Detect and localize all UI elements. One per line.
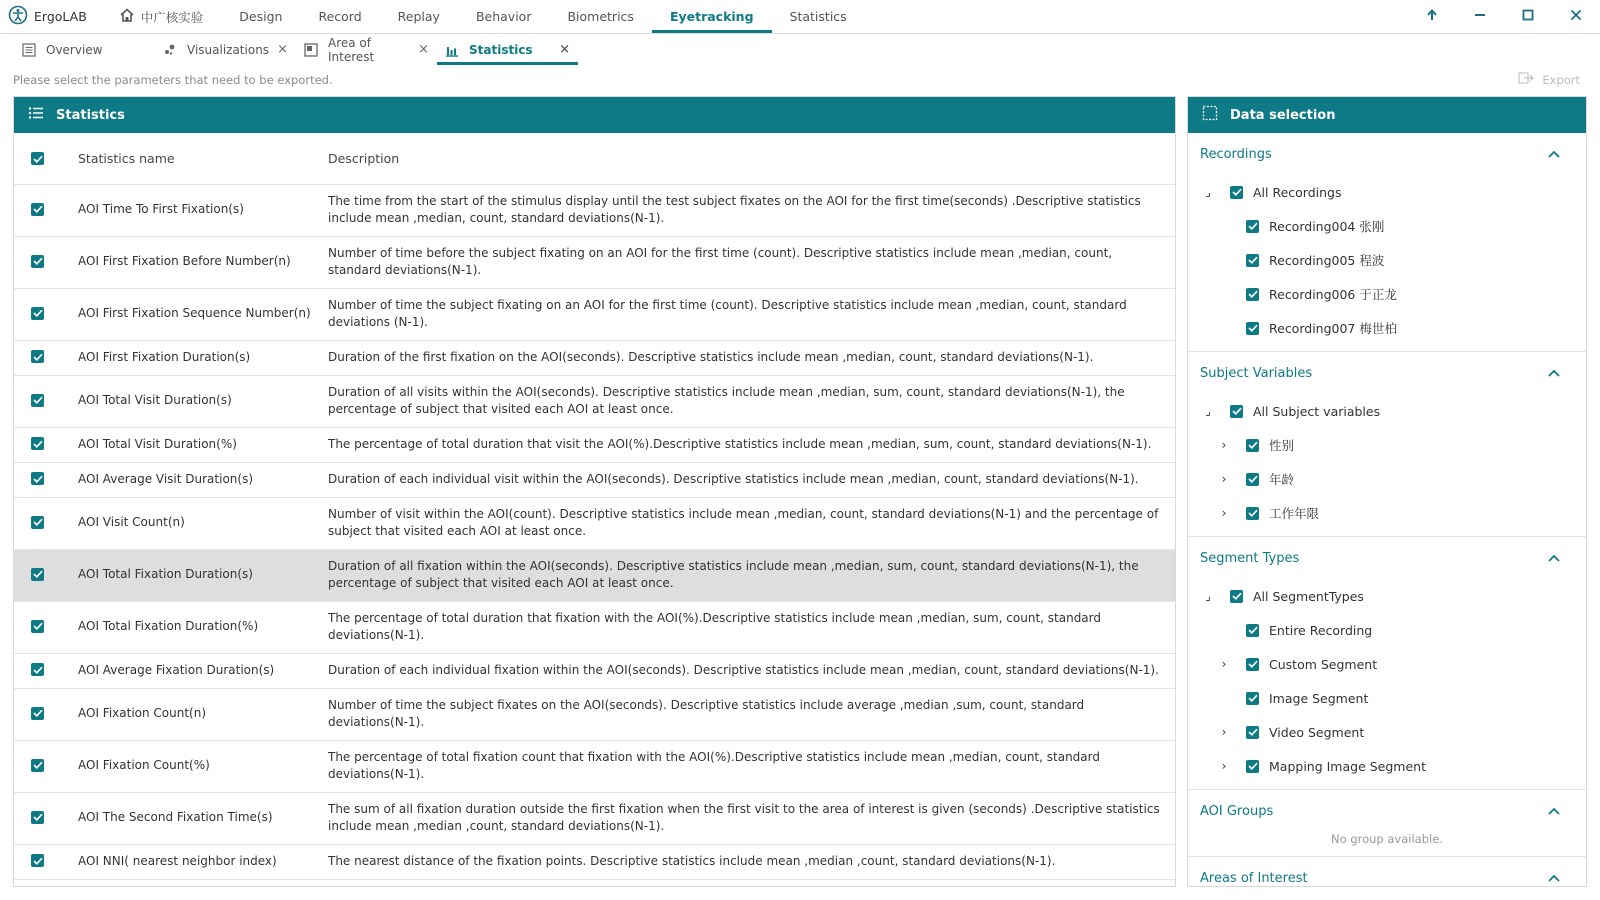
tree-checkbox[interactable] — [1246, 507, 1259, 520]
bar-chart-icon — [445, 43, 459, 57]
menu-item-behavior[interactable]: Behavior — [475, 9, 532, 24]
tree-item-label: Recording005 程波 — [1269, 253, 1385, 268]
tab-bar — [0, 34, 1600, 65]
tree-item[interactable] — [1188, 243, 1586, 277]
statistic-name: AOI Time To First Fixation(s) — [78, 184, 328, 236]
export-icon — [1518, 71, 1542, 88]
section-header[interactable] — [1188, 857, 1586, 887]
tree-root-label: All Subject variables — [1253, 403, 1381, 419]
data-selection-panel — [1187, 96, 1587, 887]
table-row[interactable] — [14, 740, 1175, 792]
menu-home-label: 中广核实验 — [140, 9, 204, 25]
selection-section — [1188, 857, 1586, 887]
row-checkbox-cell — [14, 740, 78, 792]
table-row[interactable] — [14, 497, 1175, 549]
tree-item[interactable] — [1188, 462, 1586, 496]
app-name: ErgoLAB — [34, 9, 87, 24]
tab-aoi-close-icon[interactable]: × — [418, 42, 429, 57]
tab-overview[interactable] — [14, 34, 155, 65]
tab-visualizations[interactable] — [155, 34, 296, 65]
arrow-up-icon — [1426, 9, 1438, 24]
app-logo — [0, 0, 101, 33]
chevron-up-icon[interactable] — [1548, 804, 1560, 819]
statistic-description: Number of visit within the AOI(count). Descriptive statistics include mean ,median, count, standard deviations(N-1) and the percentage of subject that visited each AOI at least once. — [328, 497, 1175, 549]
statistic-description: The percentage of total duration that visit the AOI(%).Descriptive statistics include mean ,median, sum, count, standard deviations(N-1). — [328, 427, 1175, 462]
row-checkbox-cell — [14, 792, 78, 844]
row-checkbox-cell — [14, 236, 78, 288]
chevron-right-icon[interactable]: › — [1221, 657, 1227, 671]
statistics-panel-header — [14, 97, 1175, 133]
statistic-description: Duration of each individual fixation within the AOI(seconds). Descriptive statistics include mean ,median, count, standard deviations(N-1). — [328, 653, 1175, 688]
tree-item[interactable] — [1188, 209, 1586, 243]
row-checkbox-cell — [14, 288, 78, 340]
tree-item-label: 性别 — [1269, 438, 1295, 453]
row-checkbox[interactable] — [31, 707, 44, 720]
row-checkbox-cell — [14, 375, 78, 427]
statistic-name: AOI Total Visit Duration(%) — [78, 427, 328, 462]
statistics-table-body — [14, 184, 1175, 879]
export-label: Export — [1542, 72, 1580, 87]
chevron-up-icon[interactable] — [1548, 147, 1560, 162]
tree-item[interactable] — [1188, 496, 1586, 530]
tree-checkbox[interactable] — [1246, 220, 1259, 233]
section-title: Recordings — [1200, 146, 1272, 162]
tree-checkbox[interactable] — [1246, 726, 1259, 739]
row-checkbox-cell — [14, 462, 78, 497]
tree-root-row[interactable] — [1188, 175, 1586, 209]
selection-section — [1188, 537, 1586, 790]
menu-item-replay[interactable]: Replay — [397, 9, 440, 24]
data-selection-sections — [1188, 133, 1586, 887]
statistic-name: AOI The Second Fixation Time(s) — [78, 792, 328, 844]
app-logo-icon — [8, 5, 34, 28]
tree-root-row[interactable] — [1188, 579, 1586, 613]
statistic-name: AOI Visit Count(n) — [78, 497, 328, 549]
menu-item-eyetracking[interactable]: Eyetracking — [652, 0, 772, 33]
statistic-name: AOI First Fixation Duration(s) — [78, 340, 328, 375]
export-hint: Please select the parameters that need to be exported. — [13, 73, 333, 87]
row-checkbox[interactable] — [31, 307, 44, 320]
tree-checkbox[interactable] — [1246, 439, 1259, 452]
row-checkbox-cell — [14, 844, 78, 879]
tab-area-of-interest[interactable] — [296, 34, 437, 65]
minimize-icon — [1474, 9, 1486, 24]
tree-checkbox[interactable] — [1246, 624, 1259, 637]
statistics-panel — [13, 96, 1176, 887]
tree-checkbox[interactable] — [1230, 590, 1243, 603]
tree-root-label: All Recordings — [1253, 184, 1342, 200]
statistic-description: Duration of each individual visit within the AOI(seconds). Descriptive statistics include mean ,median, count, standard deviations(N-1). — [328, 462, 1175, 497]
tree-item[interactable] — [1188, 647, 1586, 681]
statistic-description: Duration of all fixation within the AOI(seconds). Descriptive statistics include mean ,median, sum, count, standard deviations(N-1), the percentage of subject that visited each AOI at least once. — [328, 549, 1175, 601]
close-window-button[interactable] — [1552, 0, 1600, 34]
table-row[interactable] — [14, 427, 1175, 462]
statistic-description: Duration of all visits within the AOI(seconds). Descriptive statistics include mean ,median, sum, count, standard deviations(N-1), the percentage of subject that visited each AOI at least once. — [328, 375, 1175, 427]
collapse-corner-icon[interactable]: ⌟ — [1205, 589, 1211, 603]
row-checkbox[interactable] — [31, 811, 44, 824]
section-header[interactable] — [1188, 537, 1586, 579]
chevron-right-icon[interactable]: › — [1221, 472, 1227, 486]
tab-visualizations-close-icon[interactable]: × — [277, 42, 288, 57]
tree-checkbox[interactable] — [1246, 254, 1259, 267]
column-header-name[interactable]: Statistics name — [78, 133, 328, 184]
chevron-up-icon[interactable] — [1548, 366, 1560, 381]
tree-item-label: Recording006 于正龙 — [1269, 287, 1397, 302]
minimize-button[interactable] — [1456, 0, 1504, 34]
export-button[interactable] — [1518, 71, 1580, 88]
top-menu-bar — [0, 0, 1600, 34]
statistic-description: The time from the start of the stimulus display until the test subject fixates on the AOI for the first time(seconds) .Descriptive statistics include mean ,median, count, standard deviations(N-1). — [328, 184, 1175, 236]
table-row[interactable] — [14, 340, 1175, 375]
statistic-name: AOI Fixation Count(n) — [78, 688, 328, 740]
row-checkbox[interactable] — [31, 255, 44, 268]
section-header[interactable] — [1188, 790, 1586, 832]
statistic-description: The percentage of total duration that fixation with the AOI(%).Descriptive statistics include mean ,median, sum, count, standard deviations(N-1). — [328, 601, 1175, 653]
tree-item-label: Recording004 张刚 — [1269, 219, 1385, 234]
menu-item-home[interactable] — [101, 0, 222, 33]
row-checkbox[interactable] — [31, 568, 44, 581]
statistic-name: AOI Total Visit Duration(s) — [78, 375, 328, 427]
section-title: Subject Variables — [1200, 365, 1313, 381]
chevron-right-icon[interactable]: › — [1221, 725, 1227, 739]
statistic-description: Number of time the subject fixating on an AOI for the first time (count). Descriptive statistics include mean ,median, count, standard deviations (N-1). — [328, 288, 1175, 340]
statistic-name: AOI First Fixation Sequence Number(n) — [78, 288, 328, 340]
tree-checkbox[interactable] — [1246, 692, 1259, 705]
selection-section — [1188, 133, 1586, 352]
statistic-description: The sum of all fixation duration outside the first fixation when the first visit to the area of interest is given (seconds) .Descriptive statistics include mean ,median ,count, standard deviations(N-1). — [328, 792, 1175, 844]
selection-section — [1188, 352, 1586, 537]
tree-item[interactable] — [1188, 311, 1586, 345]
tree-checkbox[interactable] — [1246, 473, 1259, 486]
tree-item-label: Mapping Image Segment — [1269, 758, 1426, 774]
row-checkbox-cell — [14, 549, 78, 601]
row-checkbox[interactable] — [31, 472, 44, 485]
tab-statistics[interactable] — [437, 34, 578, 65]
tab-overview-label: Overview — [46, 42, 103, 57]
section-title: AOI Groups — [1200, 803, 1274, 819]
table-row[interactable] — [14, 549, 1175, 601]
table-row[interactable] — [14, 236, 1175, 288]
tree-item-label: Recording007 梅世柏 — [1269, 321, 1397, 336]
tree-item-label: Video Segment — [1269, 724, 1365, 740]
tab-statistics-label: Statistics — [469, 42, 533, 57]
statistic-description: Duration of the first fixation on the AOI(seconds). Descriptive statistics include mean ,median, count, standard deviations(N-1). — [328, 340, 1175, 375]
row-checkbox[interactable] — [31, 203, 44, 216]
tree-item[interactable] — [1188, 749, 1586, 783]
statistics-panel-title: Statistics — [56, 107, 125, 123]
aoi-icon — [304, 43, 318, 57]
row-checkbox[interactable] — [31, 854, 44, 867]
chevron-up-icon[interactable] — [1548, 551, 1560, 566]
chevron-right-icon[interactable]: › — [1221, 759, 1227, 773]
collapse-corner-icon[interactable]: ⌟ — [1205, 404, 1211, 418]
row-checkbox-cell — [14, 184, 78, 236]
table-header-row — [14, 133, 1175, 184]
selection-section — [1188, 790, 1586, 857]
menu-item-biometrics[interactable]: Biometrics — [567, 9, 634, 24]
tree-item-label: Custom Segment — [1269, 656, 1378, 672]
data-selection-header — [1188, 97, 1586, 133]
statistic-description: Number of time before the subject fixating on an AOI for the first time (count). Descriptive statistics include mean ,median, count, standard deviations(N-1). — [328, 236, 1175, 288]
statistic-name: AOI Total Fixation Duration(s) — [78, 549, 328, 601]
statistic-description: Number of time the subject fixates on the AOI(seconds). Descriptive statistics include average ,median ,sum, count, standard deviations(N-1). — [328, 688, 1175, 740]
table-row[interactable] — [14, 462, 1175, 497]
close-icon — [1570, 9, 1582, 24]
tab-statistics-close-icon[interactable]: × — [559, 42, 570, 57]
table-row[interactable] — [14, 792, 1175, 844]
select-all-checkbox[interactable] — [31, 152, 44, 165]
tree-checkbox[interactable] — [1230, 405, 1243, 418]
row-checkbox[interactable] — [31, 620, 44, 633]
table-row[interactable] — [14, 288, 1175, 340]
tree-root-label: All SegmentTypes — [1253, 588, 1364, 604]
row-checkbox[interactable] — [31, 759, 44, 772]
tree-item[interactable] — [1188, 613, 1586, 647]
table-row[interactable] — [14, 375, 1175, 427]
list-icon — [28, 106, 56, 124]
tree-root-row[interactable] — [1188, 394, 1586, 428]
row-checkbox-cell — [14, 427, 78, 462]
tab-visualizations-label: Visualizations — [187, 42, 270, 57]
empty-note: No group available. — [1331, 832, 1443, 846]
table-row[interactable] — [14, 184, 1175, 236]
statistics-table — [14, 133, 1175, 880]
tree-item-label: 工作年限 — [1269, 506, 1320, 521]
data-selection-title: Data selection — [1230, 107, 1336, 123]
chevron-right-icon[interactable]: › — [1221, 506, 1227, 520]
tree-item[interactable] — [1188, 277, 1586, 311]
column-header-description[interactable]: Description — [328, 133, 1175, 184]
statistic-name: AOI First Fixation Before Number(n) — [78, 236, 328, 288]
tab-aoi-label: Area of Interest — [328, 35, 375, 64]
statistic-name: AOI NNI( nearest neighbor index) — [78, 844, 328, 879]
row-checkbox[interactable] — [31, 394, 44, 407]
selection-icon — [1202, 105, 1230, 125]
list-icon — [22, 43, 36, 57]
tree-item[interactable] — [1188, 715, 1586, 749]
section-title: Areas of Interest — [1200, 870, 1308, 886]
row-checkbox-cell — [14, 688, 78, 740]
table-row[interactable] — [14, 601, 1175, 653]
tree-item-label: Entire Recording — [1269, 622, 1373, 638]
row-checkbox[interactable] — [31, 350, 44, 363]
statistic-description: The percentage of total fixation count that fixation with the AOI(%).Descriptive statistics include mean ,median, count, standard deviations(N-1). — [328, 740, 1175, 792]
maximize-icon — [1522, 9, 1534, 24]
tree-checkbox[interactable] — [1246, 658, 1259, 671]
row-checkbox-cell — [14, 340, 78, 375]
menu-item-record[interactable]: Record — [318, 9, 362, 24]
section-header[interactable] — [1188, 133, 1586, 175]
menu-item-statistics[interactable]: Statistics — [789, 9, 847, 24]
row-checkbox[interactable] — [31, 516, 44, 529]
row-checkbox-cell — [14, 601, 78, 653]
chevron-right-icon[interactable]: › — [1221, 438, 1227, 452]
statistic-description: The nearest distance of the fixation points. Descriptive statistics include mean ,median ,count, standard deviations(N-1). — [328, 844, 1175, 879]
maximize-button[interactable] — [1504, 0, 1552, 34]
statistic-name: AOI Average Visit Duration(s) — [78, 462, 328, 497]
row-checkbox-cell — [14, 653, 78, 688]
select-all-cell — [14, 133, 78, 184]
menu-item-design[interactable]: Design — [239, 9, 283, 24]
scatter-icon — [163, 43, 177, 57]
section-header[interactable] — [1188, 352, 1586, 394]
statistic-name: AOI Average Fixation Duration(s) — [78, 653, 328, 688]
home-icon — [119, 7, 141, 26]
row-checkbox[interactable] — [31, 663, 44, 676]
tree-item-label: 年龄 — [1269, 472, 1295, 487]
window-controls — [1408, 0, 1600, 33]
tree-item[interactable] — [1188, 428, 1586, 462]
statistic-name: AOI Fixation Count(%) — [78, 740, 328, 792]
tree-checkbox[interactable] — [1230, 186, 1243, 199]
row-checkbox[interactable] — [31, 437, 44, 450]
chevron-up-icon[interactable] — [1548, 871, 1560, 886]
table-row[interactable] — [14, 653, 1175, 688]
tree-checkbox[interactable] — [1246, 760, 1259, 773]
table-row[interactable] — [14, 688, 1175, 740]
tree-item[interactable] — [1188, 681, 1586, 715]
row-checkbox-cell — [14, 497, 78, 549]
tree-item-label: Image Segment — [1269, 690, 1369, 706]
tree-checkbox[interactable] — [1246, 288, 1259, 301]
section-title: Segment Types — [1200, 550, 1300, 566]
tree-checkbox[interactable] — [1246, 322, 1259, 335]
upload-button[interactable] — [1408, 0, 1456, 34]
statistic-name: AOI Total Fixation Duration(%) — [78, 601, 328, 653]
collapse-corner-icon[interactable]: ⌟ — [1205, 185, 1211, 199]
table-row[interactable] — [14, 844, 1175, 879]
